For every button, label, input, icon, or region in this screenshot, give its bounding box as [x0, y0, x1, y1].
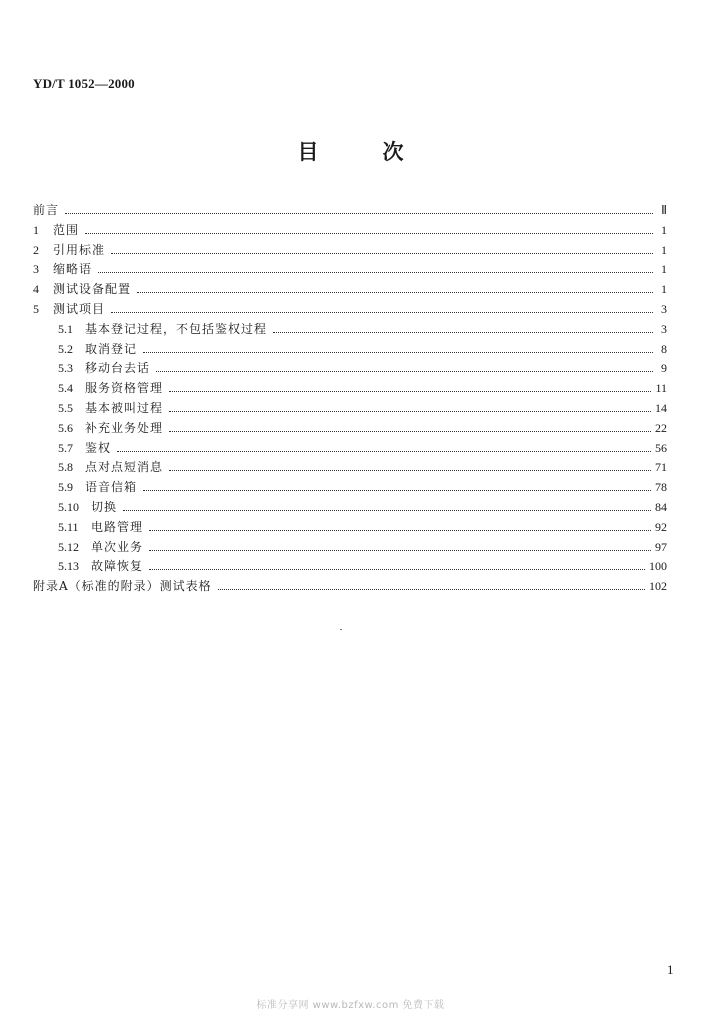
toc-title — [0, 136, 701, 166]
toc-entry-title: 移动台去话 — [85, 361, 151, 376]
toc-leader-dots — [149, 568, 645, 570]
toc-leader-dots — [218, 588, 645, 590]
toc-entry-page: 1 — [661, 262, 667, 277]
toc-entry-title: 范围 — [53, 222, 80, 237]
toc-title-char-1: 目 — [297, 140, 319, 164]
toc-entry-number: 4 — [33, 282, 39, 297]
toc-entry-title: 鉴权 — [85, 440, 112, 455]
toc-leader-dots — [137, 291, 653, 293]
toc-leader-dots — [149, 529, 651, 531]
toc-entry[interactable] — [33, 538, 667, 558]
toc-entry-page: 14 — [655, 400, 667, 415]
toc-entry-title: 测试项目 — [53, 301, 106, 316]
toc-entry-number: 5.7 — [58, 440, 73, 455]
toc-entry-number: 5.9 — [58, 480, 73, 495]
toc-entry[interactable] — [33, 439, 667, 459]
toc-entry-number: 5.8 — [58, 460, 73, 475]
toc-entry-title: 切换 — [91, 499, 118, 514]
toc-entry-page: 102 — [649, 579, 667, 594]
toc-entry-page: 100 — [649, 559, 667, 574]
toc-entry-number: 1 — [33, 222, 39, 237]
toc-leader-dots — [169, 430, 651, 432]
toc-entry[interactable] — [33, 458, 667, 478]
toc-entry[interactable] — [33, 518, 667, 538]
toc-leader-dots — [65, 212, 653, 214]
toc-entry-number: 5.12 — [58, 539, 79, 554]
toc-entry-page: 3 — [661, 301, 667, 316]
toc-entry[interactable] — [33, 577, 667, 597]
toc-entry-title: 基本登记过程，不包括鉴权过程 — [85, 321, 268, 336]
toc-entry-page: 78 — [655, 480, 667, 495]
toc-entry-title: 前言 — [33, 203, 60, 217]
toc-leader-dots — [169, 390, 651, 392]
toc-entry-number: 5 — [33, 301, 39, 316]
toc-entry-page: 97 — [655, 539, 667, 554]
toc-entry[interactable] — [33, 280, 667, 300]
toc-entry-title: 语音信箱 — [85, 480, 138, 495]
toc-entry-page: 56 — [655, 440, 667, 455]
toc-leader-dots — [156, 370, 653, 372]
toc-entry-number: 5.2 — [58, 341, 73, 356]
toc-entry[interactable] — [33, 300, 667, 320]
toc-leader-dots — [111, 311, 653, 313]
toc-entry-number: 3 — [33, 262, 39, 277]
toc-entry[interactable] — [33, 498, 667, 518]
toc-entry-title: 电路管理 — [91, 519, 144, 534]
standard-code: YD/T 1052—2000 — [33, 76, 135, 91]
toc-entry-title: 故障恢复 — [91, 559, 144, 574]
toc-entry-number: 5.11 — [58, 519, 79, 534]
toc-entry-title: 测试设备配置 — [53, 282, 132, 297]
toc-entry-page: Ⅱ — [661, 203, 667, 217]
toc-entry-title: 缩略语 — [53, 262, 93, 277]
toc-entry[interactable] — [33, 221, 667, 241]
toc-entry-number: 5.10 — [58, 499, 79, 514]
toc-entry[interactable] — [33, 241, 667, 261]
toc-entry-title: 附录A（标准的附录）测试表格 — [33, 579, 212, 594]
toc-leader-dots — [98, 271, 653, 273]
toc-entry-page: 22 — [655, 420, 667, 435]
toc-leader-dots — [273, 331, 653, 333]
toc-leader-dots — [169, 469, 651, 471]
toc-entry-number: 5.13 — [58, 559, 79, 574]
toc-entry-number: 5.4 — [58, 381, 73, 396]
toc-entry-title: 单次业务 — [91, 539, 144, 554]
toc-entry-number: 5.1 — [58, 321, 73, 336]
toc-title-char-2: 次 — [382, 140, 404, 164]
toc-entry-page: 1 — [661, 242, 667, 257]
page-number: 1 — [667, 962, 674, 977]
toc-entry-page: 3 — [661, 321, 667, 336]
toc-entry[interactable] — [33, 419, 667, 439]
toc-entry[interactable] — [33, 359, 667, 379]
toc-leader-dots — [85, 232, 653, 234]
toc-entry-number: 2 — [33, 242, 39, 257]
toc-entry[interactable] — [33, 399, 667, 419]
toc-list — [33, 201, 667, 597]
toc-entry-title: 基本被叫过程 — [85, 400, 164, 415]
toc-entry[interactable] — [33, 557, 667, 577]
toc-entry-page: 1 — [661, 282, 667, 297]
toc-entry-title: 取消登记 — [85, 341, 138, 356]
toc-entry-title: 引用标准 — [53, 242, 106, 257]
toc-entry[interactable] — [33, 320, 667, 340]
toc-entry-page: 92 — [655, 519, 667, 534]
toc-leader-dots — [111, 252, 653, 254]
toc-entry-page: 1 — [661, 222, 667, 237]
toc-entry-page: 84 — [655, 499, 667, 514]
toc-leader-dots — [143, 489, 651, 491]
toc-entry[interactable] — [33, 260, 667, 280]
toc-entry-title: 服务资格管理 — [85, 381, 164, 396]
toc-entry-page: 71 — [655, 460, 667, 475]
toc-entry-page: 9 — [661, 361, 667, 376]
toc-leader-dots — [149, 549, 651, 551]
watermark: 标准分享网 www.bzfxw.com 免费下载 — [256, 1000, 445, 1011]
toc-entry[interactable] — [33, 201, 667, 221]
toc-leader-dots — [117, 450, 651, 452]
toc-leader-dots — [143, 351, 653, 353]
toc-entry-number: 5.6 — [58, 420, 73, 435]
toc-entry-number: 5.3 — [58, 361, 73, 376]
toc-entry[interactable] — [33, 340, 667, 360]
toc-leader-dots — [123, 509, 651, 511]
toc-entry-number: 5.5 — [58, 400, 73, 415]
toc-entry-page: 11 — [655, 381, 667, 396]
toc-entry-title: 补充业务处理 — [85, 420, 164, 435]
toc-entry[interactable] — [33, 379, 667, 399]
toc-entry[interactable] — [33, 478, 667, 498]
toc-entry-title: 点对点短消息 — [85, 460, 164, 475]
toc-entry-page: 8 — [661, 341, 667, 356]
toc-leader-dots — [169, 410, 651, 412]
